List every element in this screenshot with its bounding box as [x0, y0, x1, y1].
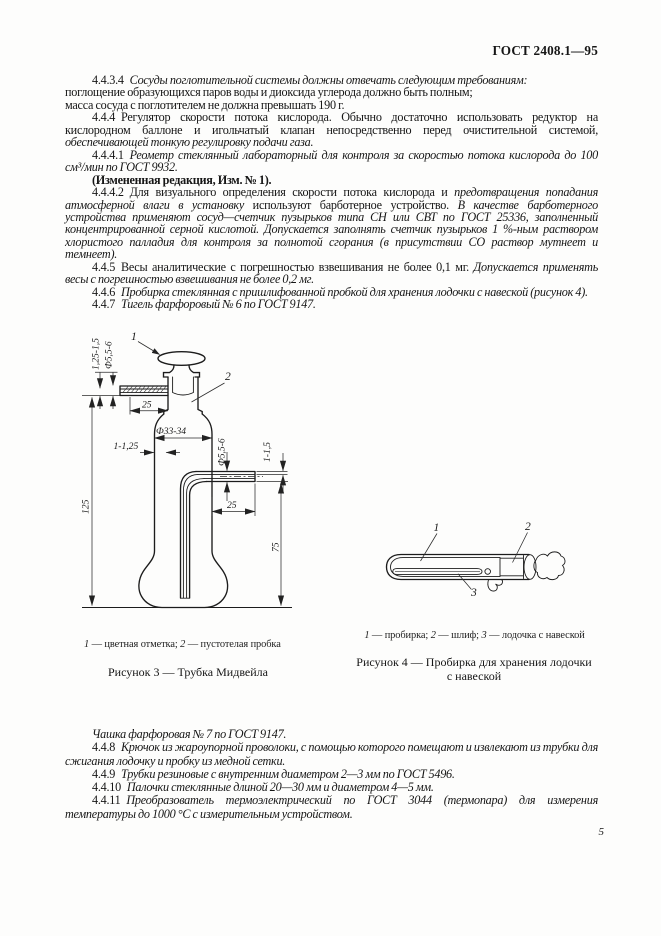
paragraph — [65, 298, 598, 310]
text-run: — пустотелая пробка — [185, 639, 281, 650]
text-run: Регулятор скорости потока кислорода. Обычно достаточно использовать редуктор на кислородном баллоне и игольчатый клапан непосредственно перед очистительной системой, — [65, 110, 598, 137]
paragraph — [65, 111, 598, 148]
text-run: Допускается применять весы с погрешностью взвешивания не более 0,2 мг. — [65, 259, 599, 287]
text-run: 3 — [481, 630, 487, 641]
midvale-tube-glass-outline — [120, 352, 263, 608]
callout-2: 2 — [225, 371, 231, 383]
paragraph — [65, 768, 598, 781]
text-run: Реометр стеклянный лабораторный для контроля за скоростью потока кислорода до 100 см³/мин по ГОСТ 9932. — [65, 147, 598, 175]
text-run: — пробирка; — [369, 630, 431, 641]
text-run: Сосуды поглотительной системы должны отвечать следующим требованиям: — [129, 73, 528, 87]
dim-dia-side: Ф5,5-6 — [216, 438, 228, 466]
figure3-legend — [84, 639, 281, 650]
paragraph — [65, 741, 598, 768]
paragraph — [65, 149, 598, 174]
text-run: Крючок из жароупорной проволоки, с помощью которого помещают и извлекают из трубки для сжигания лодочку и пробку из медной сетки. — [65, 740, 598, 768]
text-run: — цветная отметка; — [89, 639, 181, 650]
callout-2: 2 — [525, 521, 531, 533]
dim-dia-body: Ф33-34 — [156, 426, 187, 437]
standard-designation: ГОСТ 2408.1—95 — [492, 43, 598, 58]
dim-wall-side: 1-1,5 — [262, 442, 273, 462]
callout-1: 1 — [131, 331, 137, 343]
text-run: 1 — [364, 630, 370, 641]
text-run: обеспечивающей тонкую регулировку подачи газа. — [65, 135, 314, 150]
text-run: 4.4.7 — [92, 297, 121, 312]
dim-height-total: 125 — [80, 499, 92, 514]
text-run: 4.4.3.4 — [92, 73, 130, 87]
text-run: (Измененная редакция, Изм. № 1). — [92, 172, 272, 187]
text-run: поглощение образующихся паров воды и диоксида углерода должно быть полным; — [65, 85, 473, 100]
text-run: В качестве барботерного устройства применяют сосуд—счетчик пузырьков типа СН или СВТ по ГОСТ 25336, заполненный концентрированной серной кислотой. Допускается заполнять счетчик пузырьков 1 %-ным раствором хлористого палладия для контроля за полнотой сгорания (в присутствии СО раствор мутнеет и темнеет). — [65, 197, 599, 262]
dim-len-side: 25 — [227, 500, 237, 511]
text-run: Весы аналитические с погрешностью взвешивания не более 0,1 мг. — [120, 259, 474, 274]
text-run: Для визуального определения скорости потока кислорода и — [129, 185, 455, 200]
text-run: 4.4.11 — [92, 793, 127, 808]
dim-wall-top: 1,25-1,5 — [90, 338, 102, 370]
text-run: 2 — [430, 630, 436, 641]
text-run: 4.4.5 — [92, 259, 121, 274]
dim-wall-body: 1-1,25 — [113, 441, 139, 452]
paragraph — [65, 728, 598, 741]
body-text-bottom — [65, 728, 598, 821]
figure4-legend — [357, 630, 592, 641]
text-run: Тигель фарфоровый № 6 по ГОСТ 9147. — [120, 297, 316, 312]
text-run: 4.4.6 — [92, 284, 121, 299]
text-run: 1 — [84, 639, 90, 650]
paragraph — [65, 261, 598, 286]
figure4-caption — [353, 656, 595, 683]
figure4-caption-line1: Рисунок 4 — Пробирка для хранения лодочки — [356, 655, 592, 669]
text-run: 4.4.8 — [92, 740, 121, 755]
figure4-caption-line2: с навеской — [446, 668, 502, 683]
text-run: Пробирка стеклянная с пришлифованной пробкой для хранения лодочки с навеской (рисунок 4). — [120, 284, 588, 299]
figure4-leader-lines — [421, 533, 528, 590]
text-run: 4.4.9 — [92, 766, 121, 781]
text-run: 4.4.4 — [92, 110, 121, 125]
text-run: используют барботерное устройство. — [252, 197, 458, 212]
figure3-caption: Рисунок 3 — Трубка Мидвейла — [107, 665, 268, 679]
text-run: предотвращения попадания атмосферной влаги в установку — [65, 185, 598, 212]
figure3-drawing — [78, 330, 298, 612]
text-run: Палочки стеклянные длиной 20—30 мм и диаметром 4—5 мм. — [126, 780, 434, 795]
dim-height-side: 75 — [270, 542, 282, 552]
test-tube-glass-outline — [387, 552, 566, 591]
page-number: 5 — [598, 826, 604, 838]
callout-3: 3 — [471, 587, 477, 599]
text-run: 4.4.4.2 — [92, 185, 130, 200]
text-run: — лодочка с навеской — [486, 630, 585, 641]
text-run: — шлиф; — [435, 630, 482, 641]
paragraph — [65, 781, 598, 794]
figure4-drawing — [355, 515, 590, 603]
text-run: масса сосуда с поглотителем не должна превышать 190 г. — [65, 97, 345, 112]
paragraph — [65, 186, 598, 261]
paragraph — [65, 794, 598, 821]
text-run: Преобразователь термоэлектрический по ГОСТ 3044 (термопара) для измерения температуры до 1000 °С с измерительным устройством. — [65, 793, 598, 821]
figure4-callout-labels — [434, 521, 532, 599]
text-run: Трубки резиновые с внутренним диаметром 2—3 мм по ГОСТ 5496. — [120, 766, 455, 781]
text-run: 2 — [180, 639, 186, 650]
text-run: 4.4.4.1 — [92, 147, 130, 162]
text-run: 4.4.10 — [92, 780, 127, 795]
text-run: Чашка фарфоровая № 7 по ГОСТ 9147. — [92, 727, 287, 741]
body-text-top — [65, 74, 598, 311]
dim-dia-top: Ф5,5-6 — [103, 341, 115, 369]
callout-1: 1 — [433, 522, 440, 534]
dim-len-top: 25 — [142, 399, 152, 411]
